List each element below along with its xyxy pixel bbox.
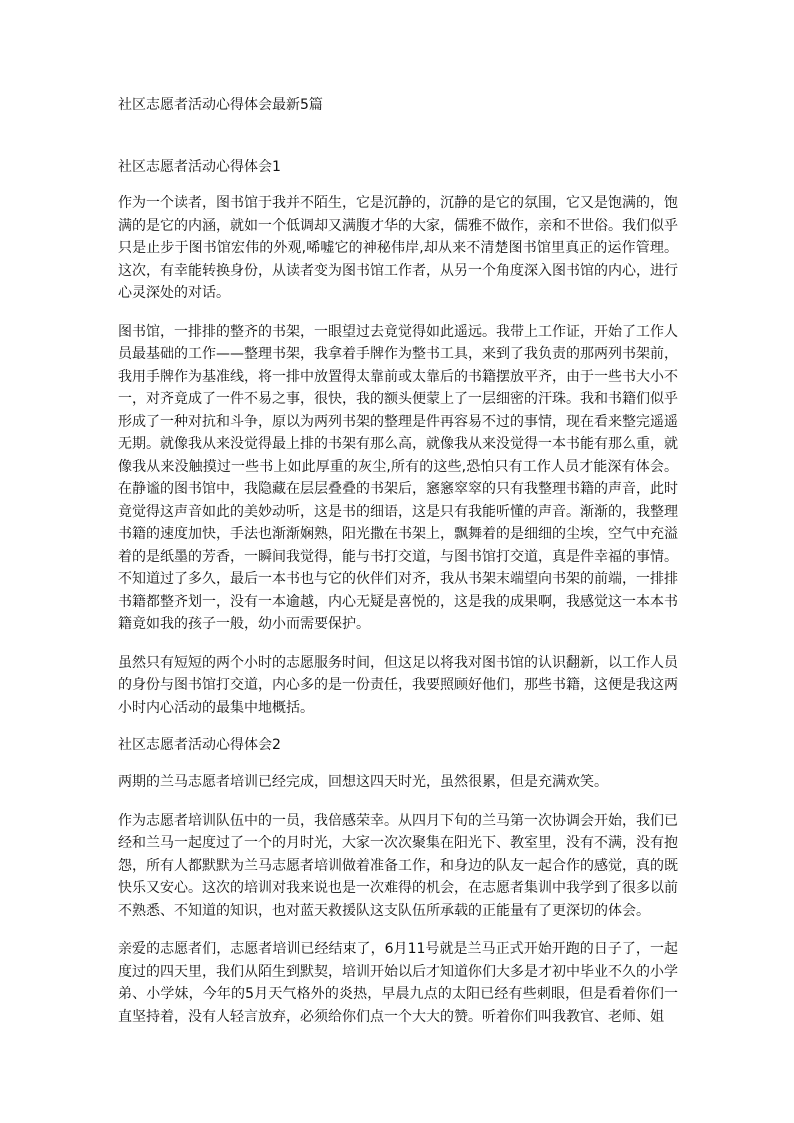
paragraph: 图书馆，一排排的整齐的书架，一眼望过去竟觉得如此遥远。我带上工作证，开始了工作人员最基础的工作——整理书架，我拿着手牌作为整书工具，来到了我负责的那两列书架前，我用手牌作为基准线，将一排中放置得太靠前或太靠后的书籍摆放平齐，由于一些书大小不一，对齐竟成了一件不易之事，很快，我的额头便蒙上了一层细密的汗珠。我和书籍们似乎形成了一种对抗和斗争，原以为两列书架的整理是件再容易不过的事情，现在看来整完遥遥无期。就像我从来没觉得最上排的书架有那么高，就像我从来没觉得一本书能有那么重，就像我从来没触摸过一些书上如此厚重的灰尘,所有的这些,恐怕只有工作人员才能深有体会。在静谧的图书馆中，我隐藏在层层叠叠的书架后，窸窸窣窣的只有我整理书籍的声音，此时竟觉得这声音如此的美妙动听，这是书的细语，这是只有我能听懂的声音。渐渐的，我整理书籍的速度加快，手法也渐渐娴熟，阳光撒在书架上，飘舞着的是细细的尘埃，空气中充溢着的是纸墨的芳香，一瞬间我觉得，能与书打交道，与图书馆打交道，真是件幸福的事情。不知道过了多久，最后一本书也与它的伙伴们对齐，我从书架末端望向书架的前端，一排排书籍都整齐划一，没有一本逾越，内心无疑是喜悦的，这是我的成果啊，我感觉这一本本书籍竟如我的孩子一般，幼小而需要保护。: [118, 323, 678, 632]
document-title: 社区志愿者活动心得体会最新5篇: [118, 97, 323, 113]
paragraph: 亲爱的志愿者们，志愿者培训已经结束了，6月11号就是兰马正式开始开跑的日子了，一起度过的四天里，我们从陌生到默契，培训开始以后才知道你们大多是才初中毕业不久的小学弟、小学妹，今年的5月天气格外的炎热，早晨九点的太阳已经有些刺眼，但是看着你们一直坚持着，没有人轻言放弃，必须给你们点一个大大的赞。听着你们叫我教官、老师、姐: [118, 941, 678, 1025]
document-page: [118, 95, 678, 1044]
paragraph: 作为志愿者培训队伍中的一员，我倍感荣幸。从四月下旬的兰马第一次协调会开始，我们已经和兰马一起度过了一个的月时光，大家一次次聚集在阳光下、教室里，没有不满，没有抱怨，所有人都默默为兰马志愿者培训做着准备工作，和身边的队友一起合作的感觉，真的既快乐又安心。这次的培训对我来说也是一次难得的机会，在志愿者集训中我学到了很多以前不熟悉、不知道的知识，也对蓝天救援队这支队伍所承载的正能量有了更深切的体会。: [118, 812, 678, 919]
section-heading: 社区志愿者活动心得体会1: [118, 159, 281, 175]
section-2: [118, 735, 678, 1028]
section-1: [118, 157, 678, 719]
paragraph: 两期的兰马志愿者培训已经完成，回想这四天时光，虽然很累，但是充满欢笑。: [118, 774, 608, 790]
paragraph: 作为一个读者，图书馆于我并不陌生，它是沉静的，沉静的是它的氛围，它又是饱满的，饱满的是它的内涵，就如一个低调却又满腹才华的大家，儒雅不做作，亲和不世俗。我们似乎只是止步于图书馆宏伟的外观,唏嘘它的神秘伟岸,却从来不清楚图书馆里真正的运作管理。这次，有幸能转换身份，从读者变为图书馆工作者，从另一个角度深入图书馆的内心，进行心灵深处的对话。: [118, 195, 678, 301]
paragraph: 虽然只有短短的两个小时的志愿服务时间，但这足以将我对图书馆的认识翻新，以工作人员的身份与图书馆打交道，内心多的是一份责任，我要照顾好他们，那些书籍，这便是我这两小时内心活动的最集中地概括。: [118, 654, 678, 716]
section-heading: 社区志愿者活动心得体会2: [118, 737, 281, 753]
